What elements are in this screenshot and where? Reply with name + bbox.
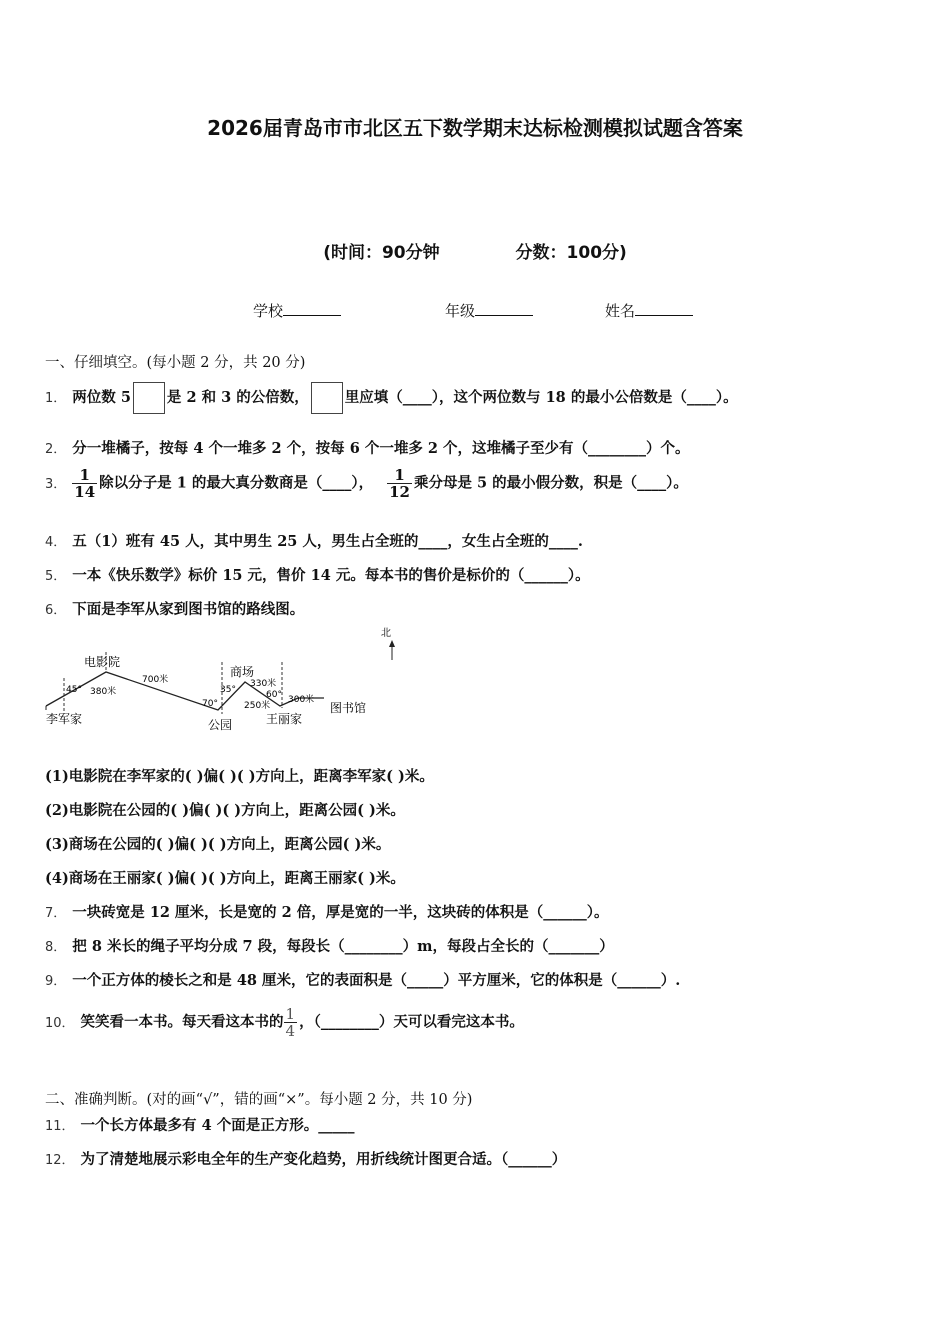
question-6: 6． 下面是李军从家到图书馆的路线图。 [45, 601, 305, 618]
park-label: 公园 [208, 718, 233, 732]
north-arrow-head-icon [389, 640, 395, 647]
page-title: 2026届青岛市市北区五下数学期末达标检测模拟试题含答案 [207, 116, 743, 140]
name-label: 姓名 [605, 302, 636, 320]
school-field[interactable] [253, 300, 341, 321]
angle-label: 45° [66, 685, 82, 695]
fraction: $\frac{1}{12}$ [389, 466, 410, 501]
question-2: 2． 分一堆橘子，按每 4 个一堆多 2 个，按每 6 个一堆多 2 个，这堆橘子至少有（________）个。 [45, 440, 690, 457]
question-6-part-3: (3)商场在公园的( )偏( )( )方向上，距离公园( )米。 [45, 836, 391, 853]
answer-box[interactable] [311, 382, 343, 414]
route-map [40, 622, 400, 738]
question-1: 1． 两位数 5 是 2 和 3 的公倍数， 里应填（____），这个两位数与 18 的最小公倍数是（____）。 [45, 382, 738, 414]
question-9: 9． 一个正方体的棱长之和是 48 厘米，它的表面积是（_____）平方厘米，它的体积是（______）. [45, 972, 681, 989]
name-field[interactable] [605, 300, 693, 321]
time-score-line [0, 238, 950, 263]
question-6-part-1: (1)电影院在李军家的( )偏( )( )方向上，距离李军家( )米。 [45, 768, 434, 785]
question-11: 11． 一个长方体最多有 4 个面是正方形。_____ [45, 1117, 355, 1134]
question-4: 4． 五（1）班有 45 人，其中男生 25 人，男生占全班的____，女生占全班的____. [45, 533, 583, 550]
time-label: (时间：90分钟 [323, 243, 440, 263]
question-12: 12． 为了清楚地展示彩电全年的生产变化趋势，用折线统计图更合适。（______） [45, 1151, 567, 1168]
distance-label: 700米 [142, 675, 169, 685]
question-10: 10． 笑笑看一本书。每天看这本书的 $\frac{1}{4}$ ，（________）天可以看完这本书。 [45, 1005, 524, 1040]
distance-label: 300米 [288, 695, 315, 705]
distance-label: 330米 [250, 679, 277, 689]
question-5: 5． 一本《快乐数学》标价 15 元，售价 14 元。每本书的售价是标价的（______）。 [45, 567, 590, 584]
question-8: 8． 把 8 米长的绳子平均分成 7 段，每段长（________）m，每段占全长的（_______） [45, 938, 614, 955]
angle-label: 60° [266, 690, 282, 700]
distance-label: 380米 [90, 687, 117, 697]
home-label: 李军家 [46, 712, 83, 726]
angle-label: 70° [202, 699, 218, 709]
section-1-heading: 一、仔细填空。(每小题 2 分，共 20 分) [45, 355, 306, 371]
grade-field[interactable] [445, 300, 533, 321]
school-label: 学校 [253, 302, 284, 320]
score-label: 分数：100分) [515, 243, 627, 263]
mall-label: 商场 [230, 665, 255, 679]
section-2-heading: 二、准确判断。(对的画“√”，错的画“×”。每小题 2 分，共 10 分) [45, 1092, 473, 1108]
question-6-part-4: (4)商场在王丽家( )偏( )( )方向上，距离王丽家( )米。 [45, 870, 405, 887]
north-label: 北 [381, 628, 391, 639]
question-7: 7． 一块砖宽是 12 厘米，长是宽的 2 倍，厚是宽的一半，这块砖的体积是（______）。 [45, 904, 609, 921]
wang-label: 王丽家 [266, 712, 303, 726]
cinema-label: 电影院 [84, 655, 121, 669]
question-6-part-2: (2)电影院在公园的( )偏( )( )方向上，距离公园( )米。 [45, 802, 405, 819]
question-3: 3． $\frac{1}{14}$ 除以分子是 1 的最大真分数商是（____）， $\frac{1}{12}$ 乘分母是 5 的最小假分数，积是（____）。 [45, 466, 688, 501]
grade-label: 年级 [445, 302, 476, 320]
fraction: $\frac{1}{14}$ [74, 466, 96, 501]
fraction: $\frac{1}{4}$ [285, 1005, 296, 1040]
answer-box[interactable] [133, 382, 165, 414]
angle-label: 35° [220, 685, 236, 695]
library-label: 图书馆 [330, 701, 367, 715]
distance-label: 250米 [244, 701, 271, 711]
